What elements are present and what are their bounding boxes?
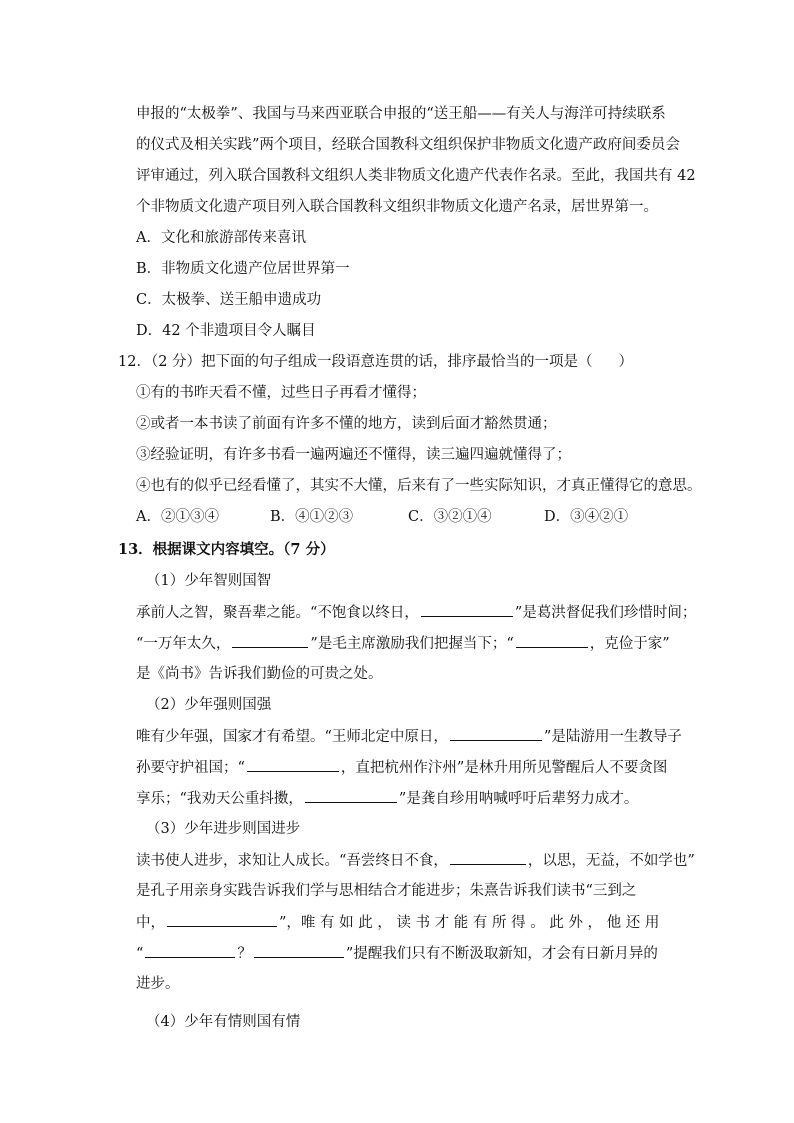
text-segment: “一万年太久， xyxy=(136,636,231,652)
q13-part3-title: （3）少年进步则国进步 xyxy=(146,821,301,837)
q12-options xyxy=(136,507,628,527)
text-segment: ”是葛洪督促我们珍惜时间； xyxy=(514,605,697,621)
fill-blank[interactable] xyxy=(167,912,277,927)
q12-sentence-4: ④也有的似乎已经看懂了，其实不大懂，后来有了一些实际知识，才真正懂得它的意思。 xyxy=(136,478,702,494)
fill-blank[interactable] xyxy=(254,943,344,958)
q13-part1-title: （1）少年智则国智 xyxy=(146,573,272,589)
fill-blank[interactable] xyxy=(516,633,588,648)
text-segment: ”提醒我们只有不断汲取新知，才会有日新月异的 xyxy=(345,946,658,962)
passage-line-1: 申报的“太极拳”、我国与马来西亚联合申报的“送王船——有关人与海洋可持续联系 xyxy=(136,106,666,122)
q13-part3-line-2: 是孔子用亲身实践告诉我们学与思相结合才能进步；朱熹告诉我们读书“三到之 xyxy=(136,883,637,899)
q11-option-c: C．太极拳、送王船申遗成功 xyxy=(136,292,322,308)
text-segment: ”，唯 有 如 此 ， 读 书 才 能 有 所 得 。 此 外 ， 他 还 用 xyxy=(279,915,660,931)
q12-option-a: A．②①③④ xyxy=(136,509,219,525)
text-segment: ，以思，无益，不如学也” xyxy=(527,853,695,869)
fill-blank[interactable] xyxy=(305,788,397,803)
q12-option-b: B．④①②③ xyxy=(270,509,354,525)
q12-option-d: D．③④②① xyxy=(544,509,629,525)
q13-part3-line-5: 进步。 xyxy=(136,976,180,992)
text-segment: 享乐；“我劝天公重抖擞， xyxy=(136,791,303,807)
fill-blank[interactable] xyxy=(450,726,542,741)
q11-option-b: B．非物质文化遗产位居世界第一 xyxy=(136,261,350,277)
fill-blank[interactable] xyxy=(450,850,526,865)
passage-line-3: 评审通过，列入联合国教科文组织人类非物质文化遗产代表作名录。至此，我国共有 42 xyxy=(136,168,696,184)
text-segment: “ xyxy=(136,946,144,962)
q12-stem xyxy=(118,352,633,372)
text-segment: 承前人之智，聚吾辈之能。“不饱食以终日， xyxy=(136,605,419,621)
text-segment: 中， xyxy=(136,915,165,931)
q13-part3-line-1 xyxy=(136,850,695,871)
text-segment: 唯有少年强，国家才有希望。“王师北定中原日， xyxy=(136,729,448,745)
text-segment: ” xyxy=(662,636,670,652)
q12-sentence-3: ③经验证明，有许多书看一遍两遍还不懂得，读三遍四遍就懂得了； xyxy=(136,447,571,463)
q13-part1-line-2 xyxy=(136,633,670,654)
q11-option-d: D．42 个非遗项目令人瞩目 xyxy=(136,323,316,339)
q13-title: 13．根据课文内容填空。（7 分） xyxy=(118,541,335,558)
text-segment: ，克俭于家 xyxy=(589,636,663,652)
passage-line-4: 个非物质文化遗产项目列入联合国教科文组织非物质文化遗产名录，居世界第一。 xyxy=(136,199,658,215)
text-segment: ”是龚自珍用呐喊呼吁后辈努力成才。 xyxy=(398,791,639,807)
fill-blank[interactable] xyxy=(145,943,235,958)
q12-option-c: C．③②①④ xyxy=(408,509,492,525)
q13-part2-line-2 xyxy=(136,757,667,778)
text-segment: ”是陆游用一生教导子 xyxy=(543,729,682,745)
passage-line-2: 的仪式及相关实践”两个项目，经联合国教科文组织保护非物质文化遗产政府间委员会 xyxy=(136,137,680,153)
q13-part1-line-3: 是《尚书》告诉我们勤俭的可贵之处。 xyxy=(136,666,383,682)
q12-sentence-1: ①有的书昨天看不懂，过些日子再看才懂得； xyxy=(136,385,426,401)
q13-part3-line-4 xyxy=(136,943,658,964)
text-segment: 读书使人进步，求知让人成长。“吾尝终日不食， xyxy=(136,853,448,869)
text-segment: ，直把杭州作汴州”是林升用所见警醒后人不要贪图 xyxy=(340,760,668,776)
q13-part1-line-1 xyxy=(136,602,696,623)
q12-stem-close: ） xyxy=(618,354,634,370)
fill-blank[interactable] xyxy=(232,633,308,648)
q11-option-a: A．文化和旅游部传来喜讯 xyxy=(136,230,306,246)
q12-stem-text: 12．（2 分）把下面的句子组成一段语意连贯的话，排序最恰当的一项是（ xyxy=(118,354,593,370)
fill-blank[interactable] xyxy=(421,602,513,617)
q13-part2-line-3 xyxy=(136,788,638,809)
q13-part2-line-1 xyxy=(136,726,682,747)
fill-blank[interactable] xyxy=(247,757,339,772)
q13-part3-line-3 xyxy=(136,912,659,933)
q13-part2-title: （2）少年强则国强 xyxy=(146,697,272,713)
text-segment: ？ xyxy=(237,946,252,962)
text-segment: ”是毛主席激励我们把握当下；“ xyxy=(310,636,514,652)
q13-part4-title: （4）少年有情则国有情 xyxy=(146,1014,301,1030)
q12-sentence-2: ②或者一本书读了前面有许多不懂的地方，读到后面才豁然贯通； xyxy=(136,416,557,432)
text-segment: 孙要守护祖国；“ xyxy=(136,760,245,776)
